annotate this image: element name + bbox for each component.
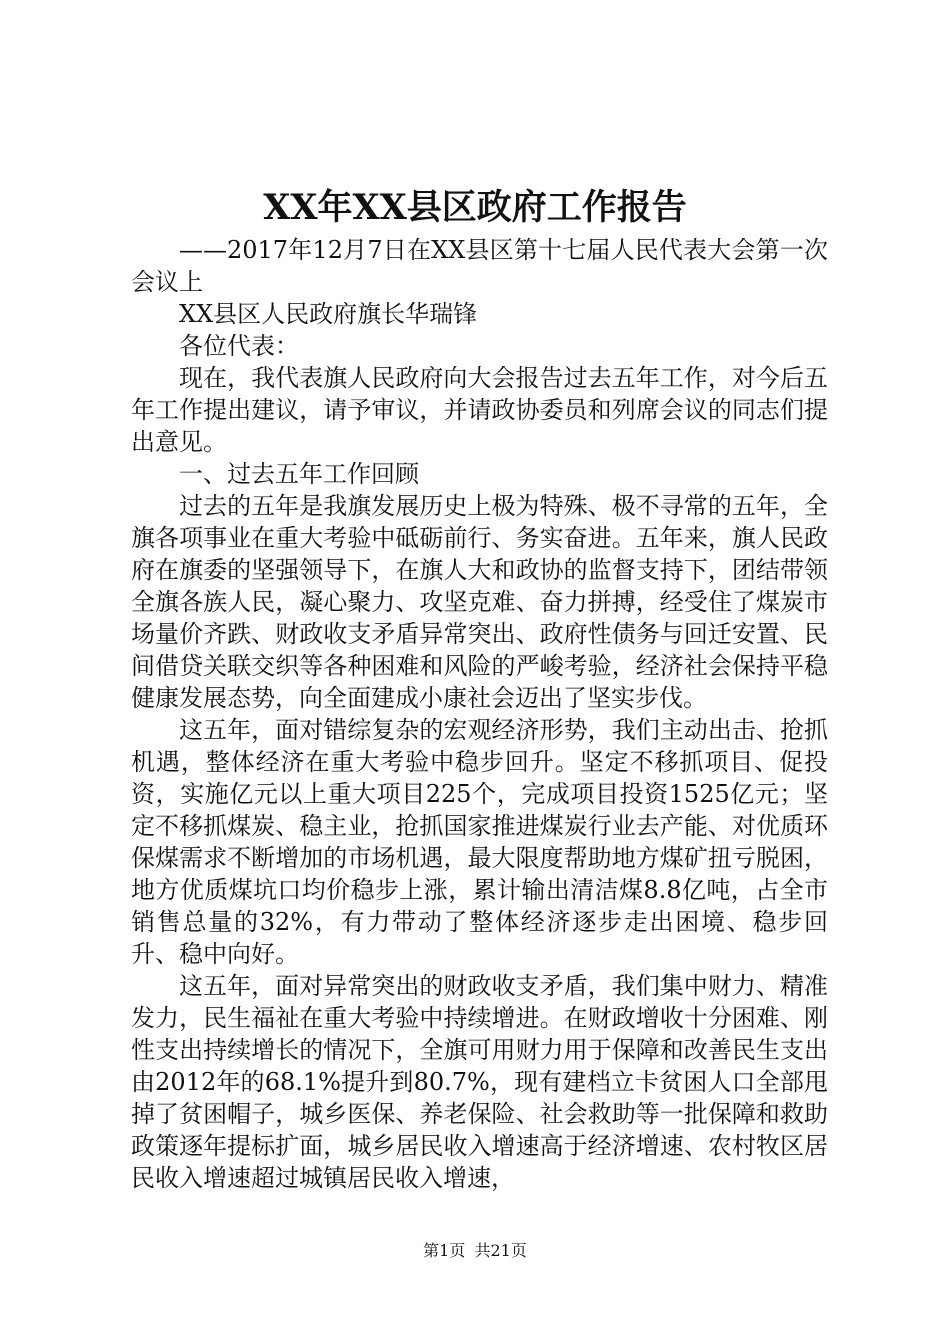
- page-number: 第1页: [423, 1241, 466, 1260]
- document-title: XX年XX县区政府工作报告: [263, 187, 687, 228]
- subtitle-paragraph: ——2017年12月7日在XX县区第十七届人民代表大会第一次会议上: [131, 236, 828, 296]
- document-body: [131, 234, 828, 1194]
- page-footer: [0, 1240, 950, 1262]
- salutation-paragraph: 各位代表：: [179, 332, 299, 360]
- speaker-paragraph: XX县区人民政府旗长华瑞锋: [179, 300, 478, 328]
- body-paragraph: 过去的五年是我旗发展历史上极为特殊、极不寻常的五年，全旗各项事业在重大考验中砥砺前行、务实奋进。五年来，旗人民政府在旗委的坚强领导下，在旗人大和政协的监督支持下，团结带领全旗各族人民，凝心聚力、攻坚克难、奋力拼搏，经受住了煤炭市场量价齐跌、财政收支矛盾异常突出、政府性债务与回迁安置、民间借贷关联交织等各种困难和风险的严峻考验，经济社会保持平稳健康发展态势，向全面建成小康社会迈出了坚实步伐。: [131, 492, 828, 712]
- body-paragraph: 这五年，面对错综复杂的宏观经济形势，我们主动出击、抢抓机遇，整体经济在重大考验中稳步回升。坚定不移抓项目、促投资，实施亿元以上重大项目225个，完成项目投资1525亿元；坚定不移抓煤炭、稳主业，抢抓国家推进煤炭行业去产能、对优质环保煤需求不断增加的市场机遇，最大限度帮助地方煤矿扭亏脱困，地方优质煤坑口均价稳步上涨，累计输出清洁煤8.8亿吨，占全市销售总量的32%，有力带动了整体经济逐步走出困境、稳步回升、稳中向好。: [131, 716, 828, 968]
- page-total: 共21页: [474, 1241, 527, 1260]
- section-heading: 一、过去五年工作回顾: [179, 460, 419, 488]
- body-paragraph: 这五年，面对异常突出的财政收支矛盾，我们集中财力、精准发力，民生福祉在重大考验中持续增进。在财政增收十分困难、刚性支出持续增长的情况下，全旗可用财力用于保障和改善民生支出由2012年的68.1%提升到80.7%，现有建档立卡贫困人口全部甩掉了贫困帽子，城乡医保、养老保险、社会救助等一批保障和救助政策逐年提标扩面，城乡居民收入增速高于经济增速、农村牧区居民收入增速超过城镇居民收入增速，: [131, 972, 828, 1192]
- intro-paragraph: 现在，我代表旗人民政府向大会报告过去五年工作，对今后五年工作提出建议，请予审议，并请政协委员和列席会议的同志们提出意见。: [131, 364, 828, 456]
